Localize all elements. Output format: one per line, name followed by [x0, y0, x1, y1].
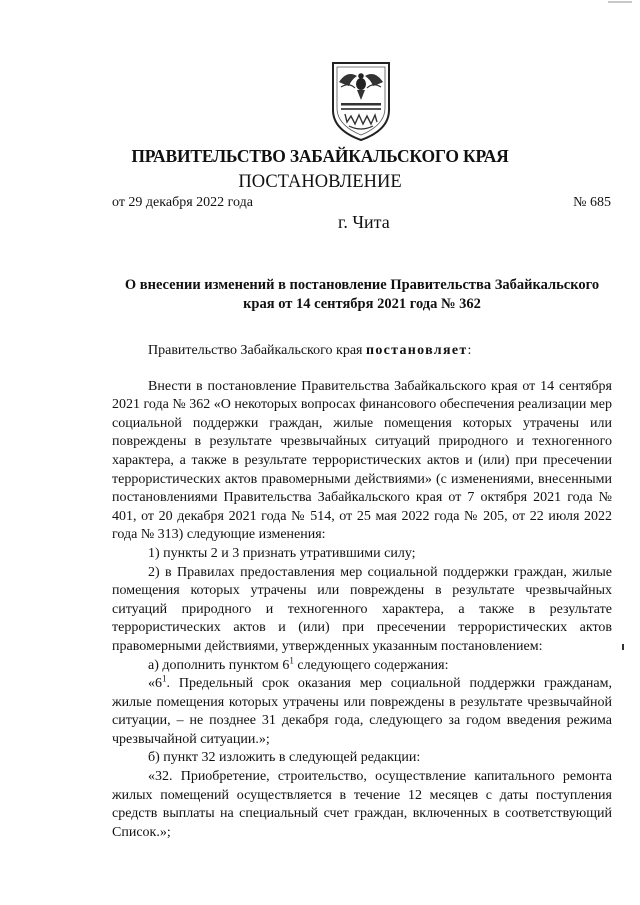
- coat-of-arms-icon: [329, 60, 393, 142]
- amendment-item-2: 2) в Правилах предоставления мер социальной поддержки граждан, жилые помещения которых утрачены или повреждены в результате чрезвычайных ситуаций природного и техногенного характера, а также в результате террористических актов и (или) при пресечении террористических актов правомерными действиями, утвержденных указанным постановлением:: [112, 564, 612, 654]
- preamble-colon: :: [467, 343, 472, 358]
- scan-corner-mark: [608, 1, 632, 3]
- item-2a-tail: следующего содержания:: [293, 657, 449, 673]
- clause-6-1-tail: . Предельный срок оказания мер социальной поддержки гражданам, жилые помещения которых утрачены или повреждены в результате чрезвычайной ситуации, – не позднее 31 декабря года, следующего за годом введения режима чрезвычайной ситуации.»;: [112, 676, 612, 747]
- document-subject: О внесении изменений в постановление Правительства Забайкальского края от 14 сентября 2021 года № 362: [124, 277, 600, 312]
- amendment-item-2a: [112, 654, 612, 676]
- document-type: ПОСТАНОВЛЕНИЕ: [238, 172, 402, 192]
- preamble-action: постановляет: [365, 343, 468, 358]
- new-clause-6-1: [112, 675, 612, 749]
- clause-6-1-superscript: 1: [162, 673, 167, 684]
- new-clause-32: «32. Приобретение, строительство, осуществление капитального ремонта жилых помещений осуществляется в течение 12 месяцев с даты поступления средств выплаты на специальный счет граждан, включенных в соответствующий Список.»;: [112, 769, 612, 840]
- clause-6-1-text: «6: [148, 676, 162, 692]
- document-date: от 29 декабря 2022 года: [112, 195, 253, 210]
- preamble-paragraph: [112, 342, 612, 361]
- scan-margin-mark: [622, 644, 624, 650]
- amendment-item-1: 1) пункты 2 и 3 признать утратившими силу;: [148, 545, 416, 561]
- item-2a-text: а) дополнить пунктом 6: [148, 657, 290, 673]
- document-body: [112, 342, 612, 842]
- item-2a-superscript: 1: [289, 654, 294, 665]
- amendment-item-2b: б) пункт 32 изложить в следующей редакции:: [148, 750, 421, 766]
- preamble-text: Правительство Забайкальского края: [148, 343, 366, 358]
- document-number: № 685: [573, 195, 611, 210]
- document-city: г. Чита: [338, 212, 390, 232]
- amendment-intro-paragraph: Внести в постановление Правительства Забайкальского края от 14 сентября 2021 года № 362 «О некоторых вопросах финансового обеспечения реализации мер социальной поддержки граждан, жилые помещения которых утрачены или повреждены в результате чрезвычайных ситуаций природного и техногенного характера, а также в результате террористических актов и (или) при пресечении террористических актов правомерными действиями» (с изменениями, внесенными постановлениями Правительства Забайкальского края от 7 октября 2021 года № 401, от 20 декабря 2021 года № 514, от 25 мая 2022 года № 205, от 22 июля 2022 года № 313) следующие изменения:: [112, 378, 612, 543]
- organization-title: ПРАВИТЕЛЬСТВО ЗАБАЙКАЛЬСКОГО КРАЯ: [131, 146, 509, 166]
